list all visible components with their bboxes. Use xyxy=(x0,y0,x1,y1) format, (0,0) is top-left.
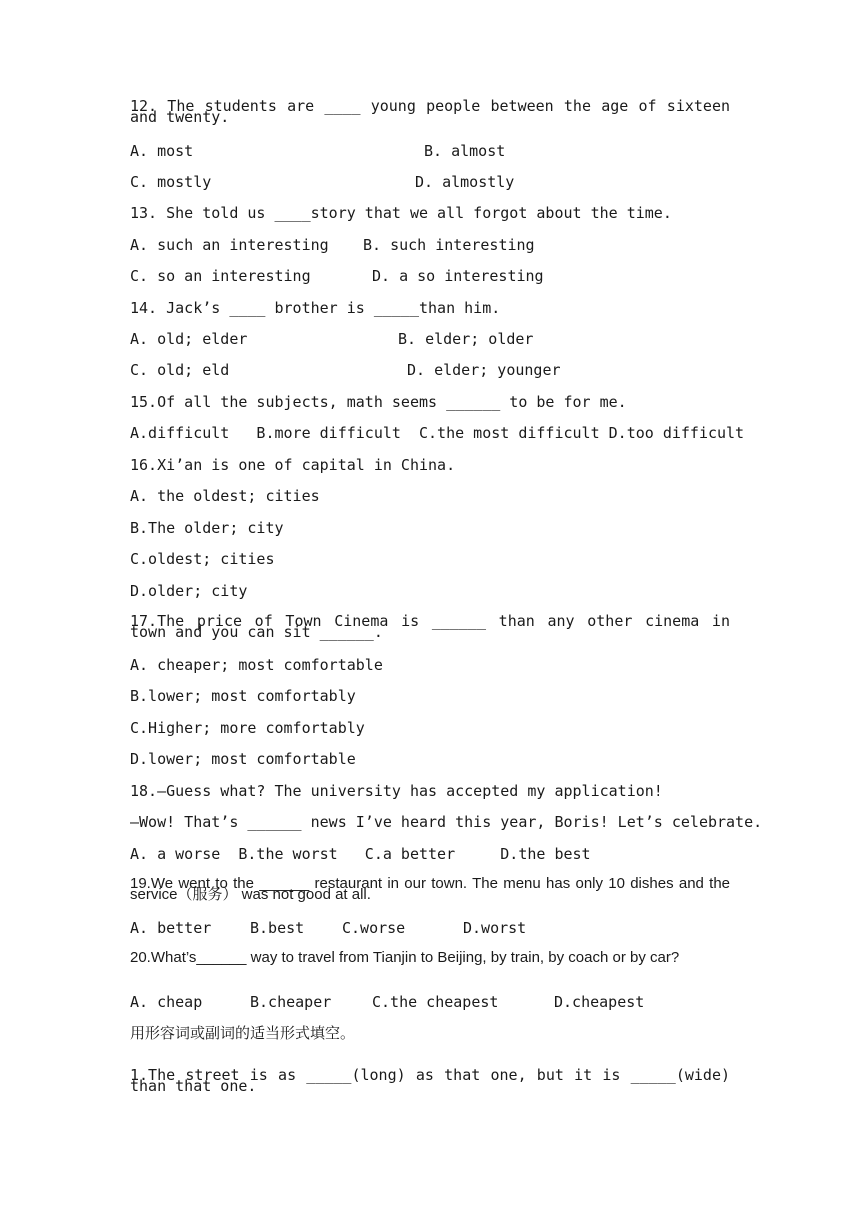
q14-option-a: A. old; elder xyxy=(130,330,248,348)
question-18-reply: —Wow! That’s ______ news I’ve heard this year, Boris! Let’s celebrate. xyxy=(130,813,763,831)
q19-option-a: A. better xyxy=(130,919,212,937)
q13-option-d: D. a so interesting xyxy=(372,267,544,285)
question-18-stem: 18.—Guess what? The university has accepted my application! xyxy=(130,782,663,800)
question-17-stem: 17.The price of Town Cinema is ______ than any other cinema in town and you can sit ______. xyxy=(130,612,730,641)
q13-option-b: B. such interesting xyxy=(363,236,535,254)
fill-question-1: 1.The street is as _____(long) as that one, but it is _____(wide) than that one. xyxy=(130,1066,730,1095)
q14-option-c: C. old; eld xyxy=(130,361,230,379)
question-15-stem: 15.Of all the subjects, math seems ______ to be for me. xyxy=(130,393,627,411)
q15-options: A.difficult B.more difficult C.the most difficult D.too difficult xyxy=(130,424,745,442)
question-19-stem: 19.We went to the ______ restaurant in our town. The menu has only 10 dishes and the service（服务） was not good at all. xyxy=(130,875,730,903)
q13-option-a: A. such an interesting xyxy=(130,236,329,254)
q17-option-b: B.lower; most comfortably xyxy=(130,687,356,705)
question-20-stem: 20.What’s______ way to travel from Tianjin to Beijing, by train, by coach or by car? xyxy=(130,949,680,966)
section-heading: 用形容词或副词的适当形式填空。 xyxy=(130,1024,356,1042)
q12-option-c: C. mostly xyxy=(130,173,212,191)
q20-option-d: D.cheapest xyxy=(554,993,645,1011)
q17-option-a: A. cheaper; most comfortable xyxy=(130,656,383,674)
question-12-stem: 12. The students are ____ young people between the age of sixteen and twenty. xyxy=(130,97,730,126)
q17-option-d: D.lower; most comfortable xyxy=(130,750,356,768)
q20-option-a: A. cheap xyxy=(130,993,203,1011)
q20-option-b: B.cheaper xyxy=(250,993,332,1011)
q16-option-b: B.The older; city xyxy=(130,519,284,537)
question-16-stem: 16.Xi’an is one of capital in China. xyxy=(130,456,456,474)
q12-option-a: A. most xyxy=(130,142,194,160)
q18-options: A. a worse B.the worst C.a better D.the best xyxy=(130,845,591,863)
q14-option-b: B. elder; older xyxy=(398,330,534,348)
q12-option-b: B. almost xyxy=(424,142,506,160)
q16-option-a: A. the oldest; cities xyxy=(130,487,320,505)
q12-option-d: D. almostly xyxy=(415,173,515,191)
q17-option-c: C.Higher; more comfortably xyxy=(130,719,365,737)
q19-option-b: B.best xyxy=(250,919,305,937)
q16-option-d: D.older; city xyxy=(130,582,248,600)
q13-option-c: C. so an interesting xyxy=(130,267,311,285)
q19-option-d: D.worst xyxy=(463,919,527,937)
q19-option-c: C.worse xyxy=(342,919,406,937)
q20-option-c: C.the cheapest xyxy=(372,993,499,1011)
q14-option-d: D. elder; younger xyxy=(407,361,561,379)
q16-option-c: C.oldest; cities xyxy=(130,550,275,568)
question-14-stem: 14. Jack’s ____ brother is _____than him. xyxy=(130,299,501,317)
question-13-stem: 13. She told us ____story that we all forgot about the time. xyxy=(130,204,672,222)
